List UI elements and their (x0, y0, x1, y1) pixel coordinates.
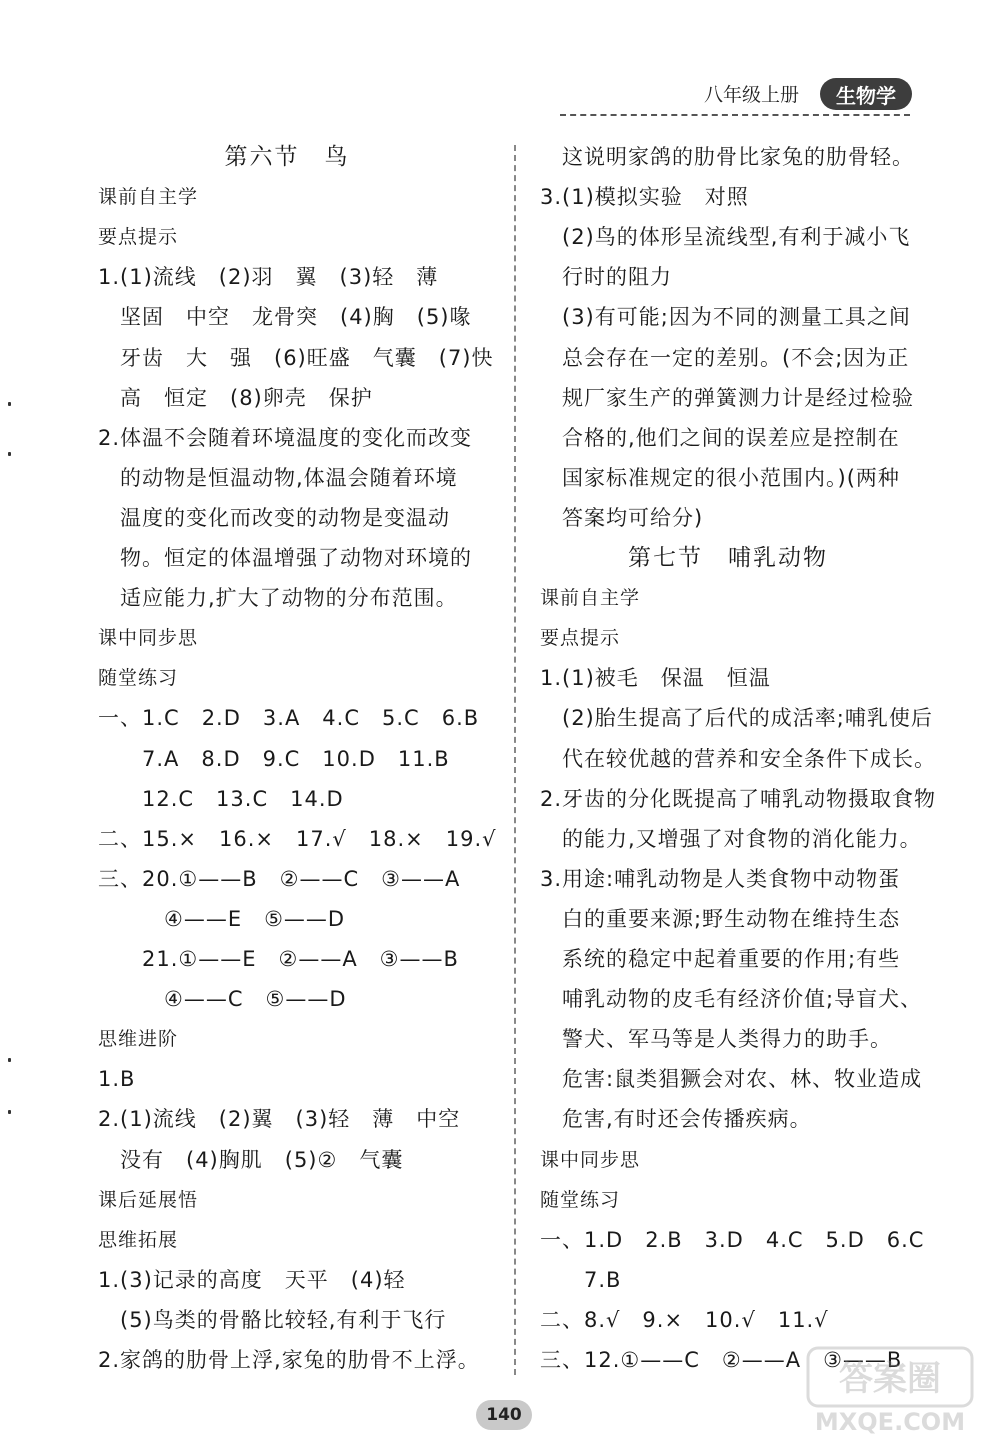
text-line: 的能力,又增强了对食物的消化能力。 (540, 826, 922, 851)
text-line: (5)鸟类的骨骼比较轻,有利于飞行 (98, 1307, 447, 1332)
text-line: 三、12.①——C ②——A ③——B (540, 1348, 903, 1372)
subsection-label: 随堂练习 (540, 1188, 621, 1211)
text-line: 答案均可给分) (540, 505, 704, 530)
text-line: 2.体温不会随着环境温度的变化而改变 (98, 425, 473, 450)
text-line: 二、15.× 16.× 17.√ 18.× 19.√ (98, 826, 497, 851)
text-line: ④——E ⑤——D (98, 906, 346, 931)
text-line: 温度的变化而改变的动物是变温动 (98, 505, 450, 530)
text-line: 的动物是恒温动物,体温会随着环境 (98, 465, 458, 490)
section-heading: 第六节 鸟 (224, 144, 350, 170)
text-line: 1.(3)记录的高度 天平 (4)轻 (98, 1267, 406, 1292)
subsection-label: 要点提示 (98, 226, 179, 249)
text-line: (2)鸟的体形呈流线型,有利于减小飞 (540, 225, 911, 250)
text-line: 代在较优越的营养和安全条件下成长。 (540, 746, 936, 771)
text-line: 危害:鼠类猖獗会对农、林、牧业造成 (540, 1067, 923, 1092)
scan-speck (8, 452, 11, 456)
subsection-label: 课后延展悟 (98, 1188, 199, 1211)
scan-speck (8, 402, 11, 406)
header-divider (560, 114, 910, 116)
text-line: (3)有可能;因为不同的测量工具之间 (540, 305, 911, 330)
subsection-label: 课前自主学 (540, 587, 641, 610)
subsection-label: 课中同步思 (540, 1148, 641, 1171)
text-line: 一、1.C 2.D 3.A 4.C 5.C 6.B (98, 706, 480, 731)
text-line: 三、20.①——B ②——C ③——A (98, 866, 461, 891)
text-line: 哺乳动物的皮毛有经济价值;导盲犬、 (540, 987, 923, 1012)
text-line: 1.B (98, 1067, 136, 1092)
text-line: 二、8.√ 9.× 10.√ 11.√ (540, 1307, 829, 1332)
scan-speck (8, 1110, 11, 1114)
subsection-label: 思维进阶 (98, 1028, 179, 1051)
text-line: 2.家鸽的肋骨上浮,家兔的肋骨不上浮。 (98, 1348, 480, 1372)
text-line: 牙齿 大 强 (6)旺盛 气囊 (7)快 (98, 345, 494, 370)
text-line: 没有 (4)胸肌 (5)② 气囊 (98, 1147, 404, 1172)
text-line: 警犬、军马等是人类得力的助手。 (540, 1027, 892, 1052)
grade-label: 八年级上册 (704, 84, 800, 106)
subject-badge: 生物学 (820, 78, 912, 110)
text-line: 2.牙齿的分化既提高了哺乳动物摄取食物 (540, 786, 937, 811)
subsection-label: 思维拓展 (98, 1228, 179, 1251)
text-line: 总会存在一定的差别。(不会;因为正 (540, 345, 910, 370)
text-line: 7.A 8.D 9.C 10.D 11.B (98, 746, 450, 771)
column-divider (514, 145, 516, 1375)
watermark-logo (800, 1340, 980, 1440)
text-line: (2)胎生提高了后代的成活率;哺乳使后 (540, 706, 933, 731)
text-line: 3.用途:哺乳动物是人类食物中动物蛋 (540, 866, 901, 891)
subsection-label: 随堂练习 (98, 667, 179, 690)
text-line: 白的重要来源;野生动物在维持生态 (540, 906, 901, 931)
text-line: 物。恒定的体温增强了动物对环境的 (98, 546, 472, 570)
text-line: 高 恒定 (8)卵壳 保护 (98, 385, 373, 410)
text-line: 行时的阻力 (540, 265, 672, 290)
subsection-label: 课前自主学 (98, 186, 199, 209)
section-heading: 第七节 哺乳动物 (628, 545, 828, 571)
text-line: 一、1.D 2.B 3.D 4.C 5.D 6.C (540, 1227, 925, 1252)
svg-text:答案圈: 答案圈 (839, 1359, 941, 1399)
text-line: 规厂家生产的弹簧测力计是经过检验 (540, 385, 914, 410)
text-line: 系统的稳定中起着重要的作用;有些 (540, 947, 901, 971)
subsection-label: 课中同步思 (98, 627, 199, 650)
text-line: 3.(1)模拟实验 对照 (540, 185, 749, 210)
text-line: ④——C ⑤——D (98, 987, 347, 1012)
text-line: 2.(1)流线 (2)翼 (3)轻 薄 中空 (98, 1107, 461, 1132)
text-line: 坚固 中空 龙骨突 (4)胸 (5)喙 (98, 305, 472, 330)
text-line: 12.C 13.C 14.D (98, 786, 344, 811)
text-line: 合格的,他们之间的误差应是控制在 (540, 425, 900, 450)
text-line: 7.B (540, 1267, 622, 1292)
text-line: 1.(1)流线 (2)羽 翼 (3)轻 薄 (98, 265, 439, 290)
text-line: 危害,有时还会传播疾病。 (540, 1107, 812, 1132)
text-line: 这说明家鸽的肋骨比家兔的肋骨轻。 (540, 145, 914, 169)
svg-text:MXQE.COM: MXQE.COM (814, 1408, 966, 1436)
subsection-label: 要点提示 (540, 627, 621, 650)
page-number: 140 (476, 1400, 532, 1430)
text-line: 21.①——E ②——A ③——B (98, 947, 459, 971)
scan-speck (8, 1058, 11, 1062)
text-line: 1.(1)被毛 保温 恒温 (540, 666, 771, 691)
text-line: 国家标准规定的很小范围内。)(两种 (540, 465, 900, 490)
text-line: 适应能力,扩大了动物的分布范围。 (98, 586, 458, 611)
